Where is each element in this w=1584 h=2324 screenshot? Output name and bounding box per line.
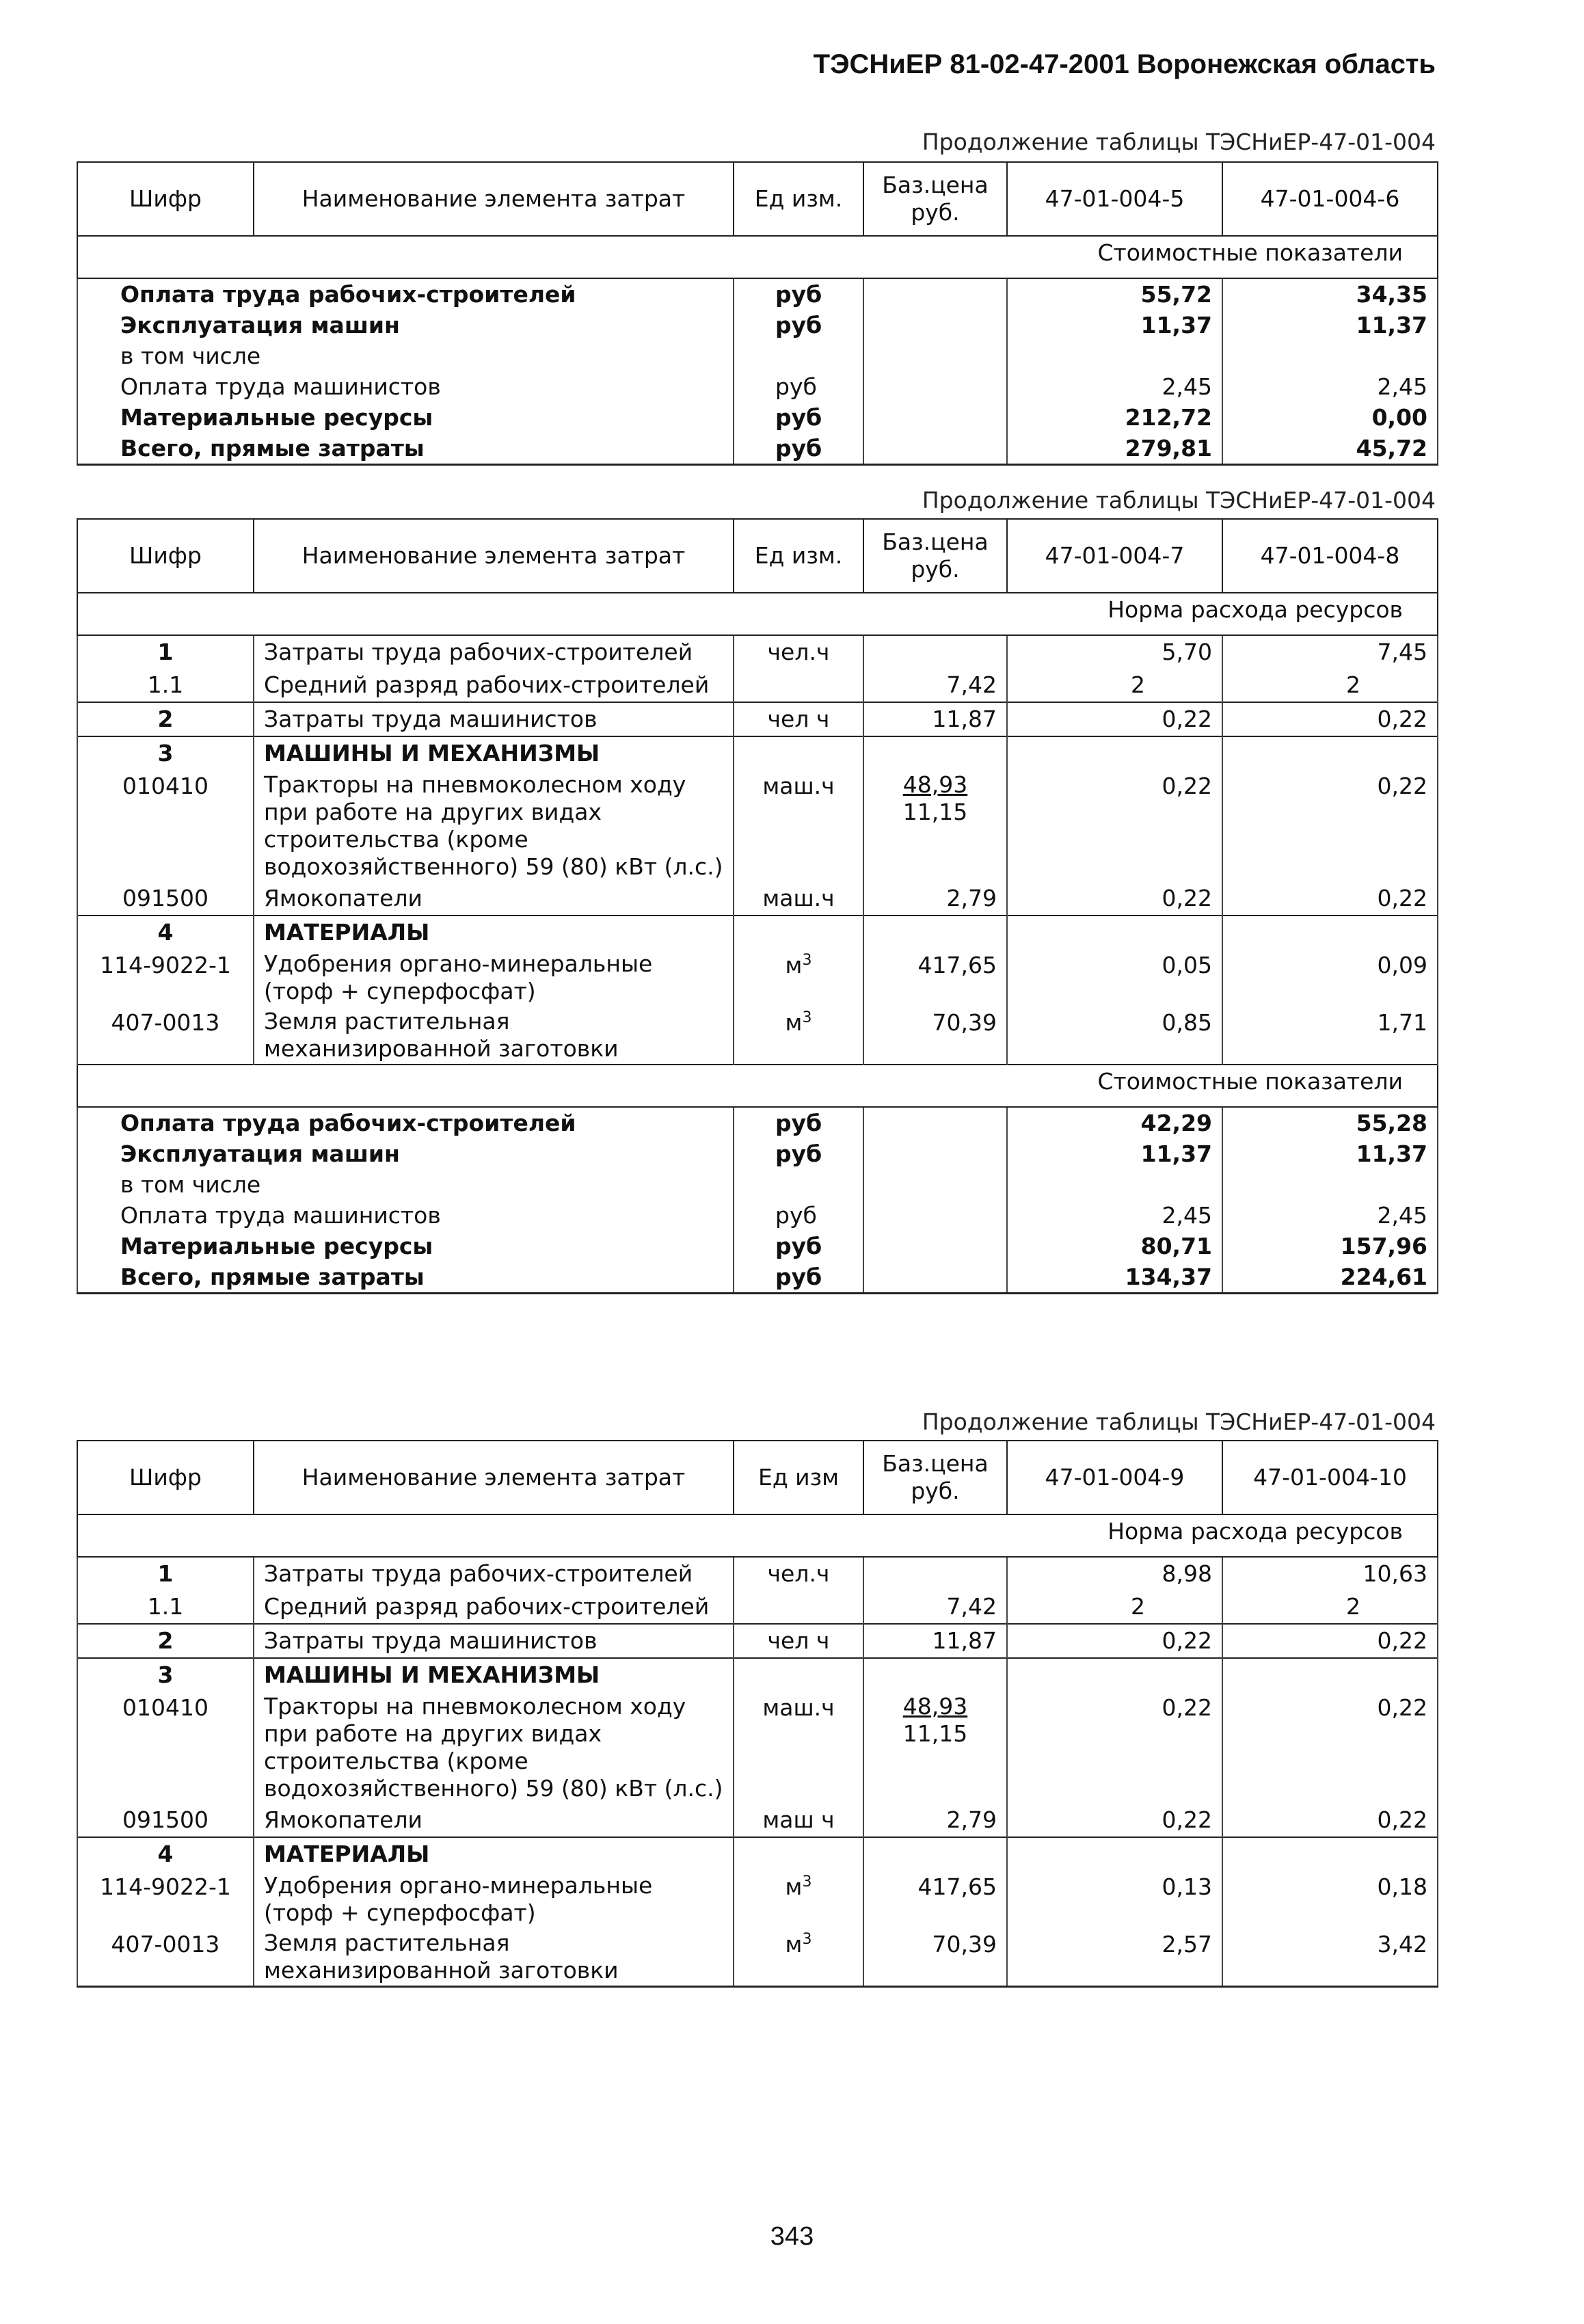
row-unit: чел ч <box>734 1624 863 1658</box>
summary-row-materials <box>77 402 1438 433</box>
row-name: Ямокопатели <box>254 1804 734 1837</box>
row-price: 11,87 <box>863 1624 1007 1658</box>
summary-row-machines <box>77 1138 1438 1169</box>
value-a: 2,45 <box>1007 371 1222 402</box>
summary-name: Оплата труда машинистов <box>77 371 734 402</box>
resource-table-004-9-10 <box>77 1440 1438 1988</box>
page-number: 343 <box>770 2222 814 2251</box>
value-a: 5,70 <box>1007 635 1222 669</box>
row-unit: чел ч <box>734 702 863 736</box>
row-name: Затраты труда машинистов <box>254 1624 734 1658</box>
row-price: 48,93 11,15 <box>863 1692 1007 1804</box>
row-price: 7,42 <box>863 1590 1007 1624</box>
section-label-row <box>77 1065 1438 1107</box>
summary-unit: руб <box>734 1261 863 1294</box>
row-price: 70,39 <box>863 1006 1007 1065</box>
value-a: 0,22 <box>1007 770 1222 882</box>
table-header-row <box>77 162 1438 236</box>
row-price: 417,65 <box>863 1871 1007 1928</box>
resource-row <box>77 1624 1438 1658</box>
group-header-row <box>77 1837 1438 1871</box>
row-name: Удобрения органо-минеральные (торф + суперфосфат) <box>254 1871 734 1928</box>
value-b: 0,22 <box>1222 702 1438 736</box>
resource-row <box>77 669 1438 702</box>
summary-row-operators <box>77 1200 1438 1231</box>
col-header-unit: Ед изм. <box>734 519 863 593</box>
summary-name: в том числе <box>77 1169 734 1200</box>
row-unit: $м^3$ <box>734 1006 863 1065</box>
row-unit: $м^3$ <box>734 1928 863 1987</box>
row-price <box>863 635 1007 669</box>
value-a: 8,98 <box>1007 1557 1222 1590</box>
value-b: 0,22 <box>1222 1692 1438 1804</box>
value-b: 224,61 <box>1222 1261 1438 1294</box>
col-header-shifr: Шифр <box>77 1441 254 1514</box>
row-unit: чел.ч <box>734 1557 863 1590</box>
col-header-code-b: 47-01-004-6 <box>1222 162 1438 236</box>
row-name: Средний разряд рабочих-строителей <box>254 1590 734 1624</box>
resource-row <box>77 1871 1438 1928</box>
row-code: 091500 <box>77 1804 254 1837</box>
row-price: 70,39 <box>863 1928 1007 1987</box>
section-label: Стоимостные показатели <box>77 236 1438 278</box>
row-price: 417,65 <box>863 949 1007 1006</box>
summary-name: Материальные ресурсы <box>77 1231 734 1261</box>
row-price: 2,79 <box>863 1804 1007 1837</box>
summary-row-operators <box>77 371 1438 402</box>
group-header-row <box>77 916 1438 949</box>
row-unit: маш ч <box>734 1804 863 1837</box>
row-unit: маш.ч <box>734 770 863 882</box>
value-a: 11,37 <box>1007 310 1222 340</box>
value-b: 2,45 <box>1222 371 1438 402</box>
value-a: 134,37 <box>1007 1261 1222 1294</box>
summary-name: Оплата труда рабочих-строителей <box>77 1107 734 1138</box>
col-header-code-b: 47-01-004-10 <box>1222 1441 1438 1514</box>
value-a: 2,57 <box>1007 1928 1222 1987</box>
summary-unit: руб <box>734 402 863 433</box>
row-code: 1 <box>77 1557 254 1590</box>
row-unit <box>734 669 863 702</box>
row-name: Затраты труда машинистов <box>254 702 734 736</box>
summary-unit: руб <box>734 1231 863 1261</box>
value-b: 11,37 <box>1222 310 1438 340</box>
cost-table-004-5-6 <box>77 161 1438 466</box>
summary-unit: руб <box>734 278 863 310</box>
summary-name: Оплата труда рабочих-строителей <box>77 278 734 310</box>
row-name: Удобрения органо-минеральные (торф + суперфосфат) <box>254 949 734 1006</box>
row-unit: маш.ч <box>734 882 863 916</box>
resource-row <box>77 949 1438 1006</box>
value-b: 0,22 <box>1222 1624 1438 1658</box>
value-b: 0,22 <box>1222 770 1438 882</box>
value-b: 55,28 <box>1222 1107 1438 1138</box>
resource-row <box>77 1557 1438 1590</box>
value-b: 10,63 <box>1222 1557 1438 1590</box>
section-label: Норма расхода ресурсов <box>77 593 1438 635</box>
row-code: 2 <box>77 702 254 736</box>
section-label: Стоимостные показатели <box>77 1065 1438 1107</box>
resource-row <box>77 1928 1438 1987</box>
section-label-row <box>77 236 1438 278</box>
col-header-price: Баз.цена руб. <box>863 519 1007 593</box>
value-a: 2 <box>1007 669 1222 702</box>
summary-unit: руб <box>734 371 863 402</box>
value-a: 0,05 <box>1007 949 1222 1006</box>
row-price: 7,42 <box>863 669 1007 702</box>
table-caption: Продолжение таблицы ТЭСНиЕР-47-01-004 <box>922 129 1436 155</box>
col-header-code-a: 47-01-004-9 <box>1007 1441 1222 1514</box>
col-header-shifr: Шифр <box>77 519 254 593</box>
section-label-row <box>77 593 1438 635</box>
row-code: 1.1 <box>77 669 254 702</box>
summary-row-total <box>77 1261 1438 1294</box>
value-a: 0,22 <box>1007 1692 1222 1804</box>
row-code: 010410 <box>77 770 254 882</box>
value-b: 2 <box>1222 1590 1438 1624</box>
row-code: 114-9022-1 <box>77 949 254 1006</box>
col-header-name: Наименование элемента затрат <box>254 1441 734 1514</box>
value-b: 157,96 <box>1222 1231 1438 1261</box>
summary-name: в том числе <box>77 340 734 371</box>
summary-name: Всего, прямые затраты <box>77 433 734 465</box>
resource-row <box>77 1006 1438 1065</box>
col-header-unit: Ед изм. <box>734 162 863 236</box>
value-a: 212,72 <box>1007 402 1222 433</box>
value-a: 0,22 <box>1007 1624 1222 1658</box>
row-name: Затраты труда рабочих-строителей <box>254 1557 734 1590</box>
col-header-price: Баз.цена руб. <box>863 1441 1007 1514</box>
summary-row-incl <box>77 340 1438 371</box>
row-name: Ямокопатели <box>254 882 734 916</box>
value-a: 11,37 <box>1007 1138 1222 1169</box>
value-b: 7,45 <box>1222 635 1438 669</box>
col-header-name: Наименование элемента затрат <box>254 519 734 593</box>
summary-row-materials <box>77 1231 1438 1261</box>
value-a: 0,22 <box>1007 702 1222 736</box>
row-code: 010410 <box>77 1692 254 1804</box>
summary-unit: руб <box>734 1107 863 1138</box>
row-price: 11,87 <box>863 702 1007 736</box>
summary-row-machines <box>77 310 1438 340</box>
summary-unit: руб <box>734 433 863 465</box>
resource-table-004-7-8 <box>77 518 1438 1294</box>
row-price: 2,79 <box>863 882 1007 916</box>
row-unit: чел.ч <box>734 635 863 669</box>
row-code: 114-9022-1 <box>77 1871 254 1928</box>
group-title: МАШИНЫ И МЕХАНИЗМЫ <box>254 736 734 770</box>
group-title: МАШИНЫ И МЕХАНИЗМЫ <box>254 1658 734 1692</box>
row-code: 4 <box>77 916 254 949</box>
value-b: 2 <box>1222 669 1438 702</box>
summary-unit: руб <box>734 1138 863 1169</box>
group-title: МАТЕРИАЛЫ <box>254 1837 734 1871</box>
row-name: Тракторы на пневмоколесном ходу при работе на других видах строительства (кроме водохозяйственного) 59 (80) кВт (л.с.) <box>254 1692 734 1804</box>
resource-row <box>77 882 1438 916</box>
table-header-row <box>77 1441 1438 1514</box>
value-b: 11,37 <box>1222 1138 1438 1169</box>
col-header-code-a: 47-01-004-5 <box>1007 162 1222 236</box>
table-caption: Продолжение таблицы ТЭСНиЕР-47-01-004 <box>922 487 1436 513</box>
row-code: 407-0013 <box>77 1006 254 1065</box>
value-a: 55,72 <box>1007 278 1222 310</box>
resource-row <box>77 770 1438 882</box>
value-b: 2,45 <box>1222 1200 1438 1231</box>
value-b: 0,00 <box>1222 402 1438 433</box>
group-header-row <box>77 736 1438 770</box>
group-header-row <box>77 1658 1438 1692</box>
page-header: ТЭСНиЕР 81-02-47-2001 Воронежская область <box>813 49 1436 79</box>
row-code: 4 <box>77 1837 254 1871</box>
value-b: 45,72 <box>1222 433 1438 465</box>
value-b: 34,35 <box>1222 278 1438 310</box>
row-code: 2 <box>77 1624 254 1658</box>
table-header-row <box>77 519 1438 593</box>
table-caption: Продолжение таблицы ТЭСНиЕР-47-01-004 <box>922 1408 1436 1435</box>
summary-name: Эксплуатация машин <box>77 1138 734 1169</box>
col-header-name: Наименование элемента затрат <box>254 162 734 236</box>
row-name: Земля растительная механизированной заготовки <box>254 1006 734 1065</box>
value-a: 80,71 <box>1007 1231 1222 1261</box>
value-a: 0,22 <box>1007 882 1222 916</box>
row-unit: маш.ч <box>734 1692 863 1804</box>
row-price: 48,93 11,15 <box>863 770 1007 882</box>
col-header-price: Баз.цена руб. <box>863 162 1007 236</box>
section-label: Норма расхода ресурсов <box>77 1514 1438 1557</box>
value-a: 279,81 <box>1007 433 1222 465</box>
summary-unit: руб <box>734 1200 863 1231</box>
summary-row-labor <box>77 1107 1438 1138</box>
value-b: 0,22 <box>1222 1804 1438 1837</box>
value-b: 0,09 <box>1222 949 1438 1006</box>
row-name: Средний разряд рабочих-строителей <box>254 669 734 702</box>
value-b: 0,22 <box>1222 882 1438 916</box>
summary-row-labor <box>77 278 1438 310</box>
value-b: 0,18 <box>1222 1871 1438 1928</box>
resource-row <box>77 1590 1438 1624</box>
value-a: 0,85 <box>1007 1006 1222 1065</box>
resource-row <box>77 1804 1438 1837</box>
col-header-code-b: 47-01-004-8 <box>1222 519 1438 593</box>
resource-row <box>77 702 1438 736</box>
value-a: 0,13 <box>1007 1871 1222 1928</box>
row-unit: $м^3$ <box>734 949 863 1006</box>
row-code: 407-0013 <box>77 1928 254 1987</box>
col-header-unit: Ед изм <box>734 1441 863 1514</box>
row-unit: $м^3$ <box>734 1871 863 1928</box>
summary-name: Всего, прямые затраты <box>77 1261 734 1294</box>
row-code: 1.1 <box>77 1590 254 1624</box>
resource-row <box>77 635 1438 669</box>
row-code: 091500 <box>77 882 254 916</box>
value-a: 42,29 <box>1007 1107 1222 1138</box>
summary-row-incl <box>77 1169 1438 1200</box>
resource-row <box>77 1692 1438 1804</box>
value-a: 0,22 <box>1007 1804 1222 1837</box>
value-b: 1,71 <box>1222 1006 1438 1065</box>
value-a: 2 <box>1007 1590 1222 1624</box>
row-unit <box>734 1590 863 1624</box>
row-code: 3 <box>77 736 254 770</box>
row-name: Тракторы на пневмоколесном ходу при работе на других видах строительства (кроме водохозяйственного) 59 (80) кВт (л.с.) <box>254 770 734 882</box>
row-code: 1 <box>77 635 254 669</box>
row-name: Затраты труда рабочих-строителей <box>254 635 734 669</box>
row-price <box>863 1557 1007 1590</box>
col-header-shifr: Шифр <box>77 162 254 236</box>
value-a: 2,45 <box>1007 1200 1222 1231</box>
summary-name: Оплата труда машинистов <box>77 1200 734 1231</box>
value-b: 3,42 <box>1222 1928 1438 1987</box>
section-label-row <box>77 1514 1438 1557</box>
summary-name: Материальные ресурсы <box>77 402 734 433</box>
summary-name: Эксплуатация машин <box>77 310 734 340</box>
col-header-code-a: 47-01-004-7 <box>1007 519 1222 593</box>
group-title: МАТЕРИАЛЫ <box>254 916 734 949</box>
row-name: Земля растительная механизированной заготовки <box>254 1928 734 1987</box>
summary-row-total <box>77 433 1438 465</box>
row-code: 3 <box>77 1658 254 1692</box>
summary-unit: руб <box>734 310 863 340</box>
